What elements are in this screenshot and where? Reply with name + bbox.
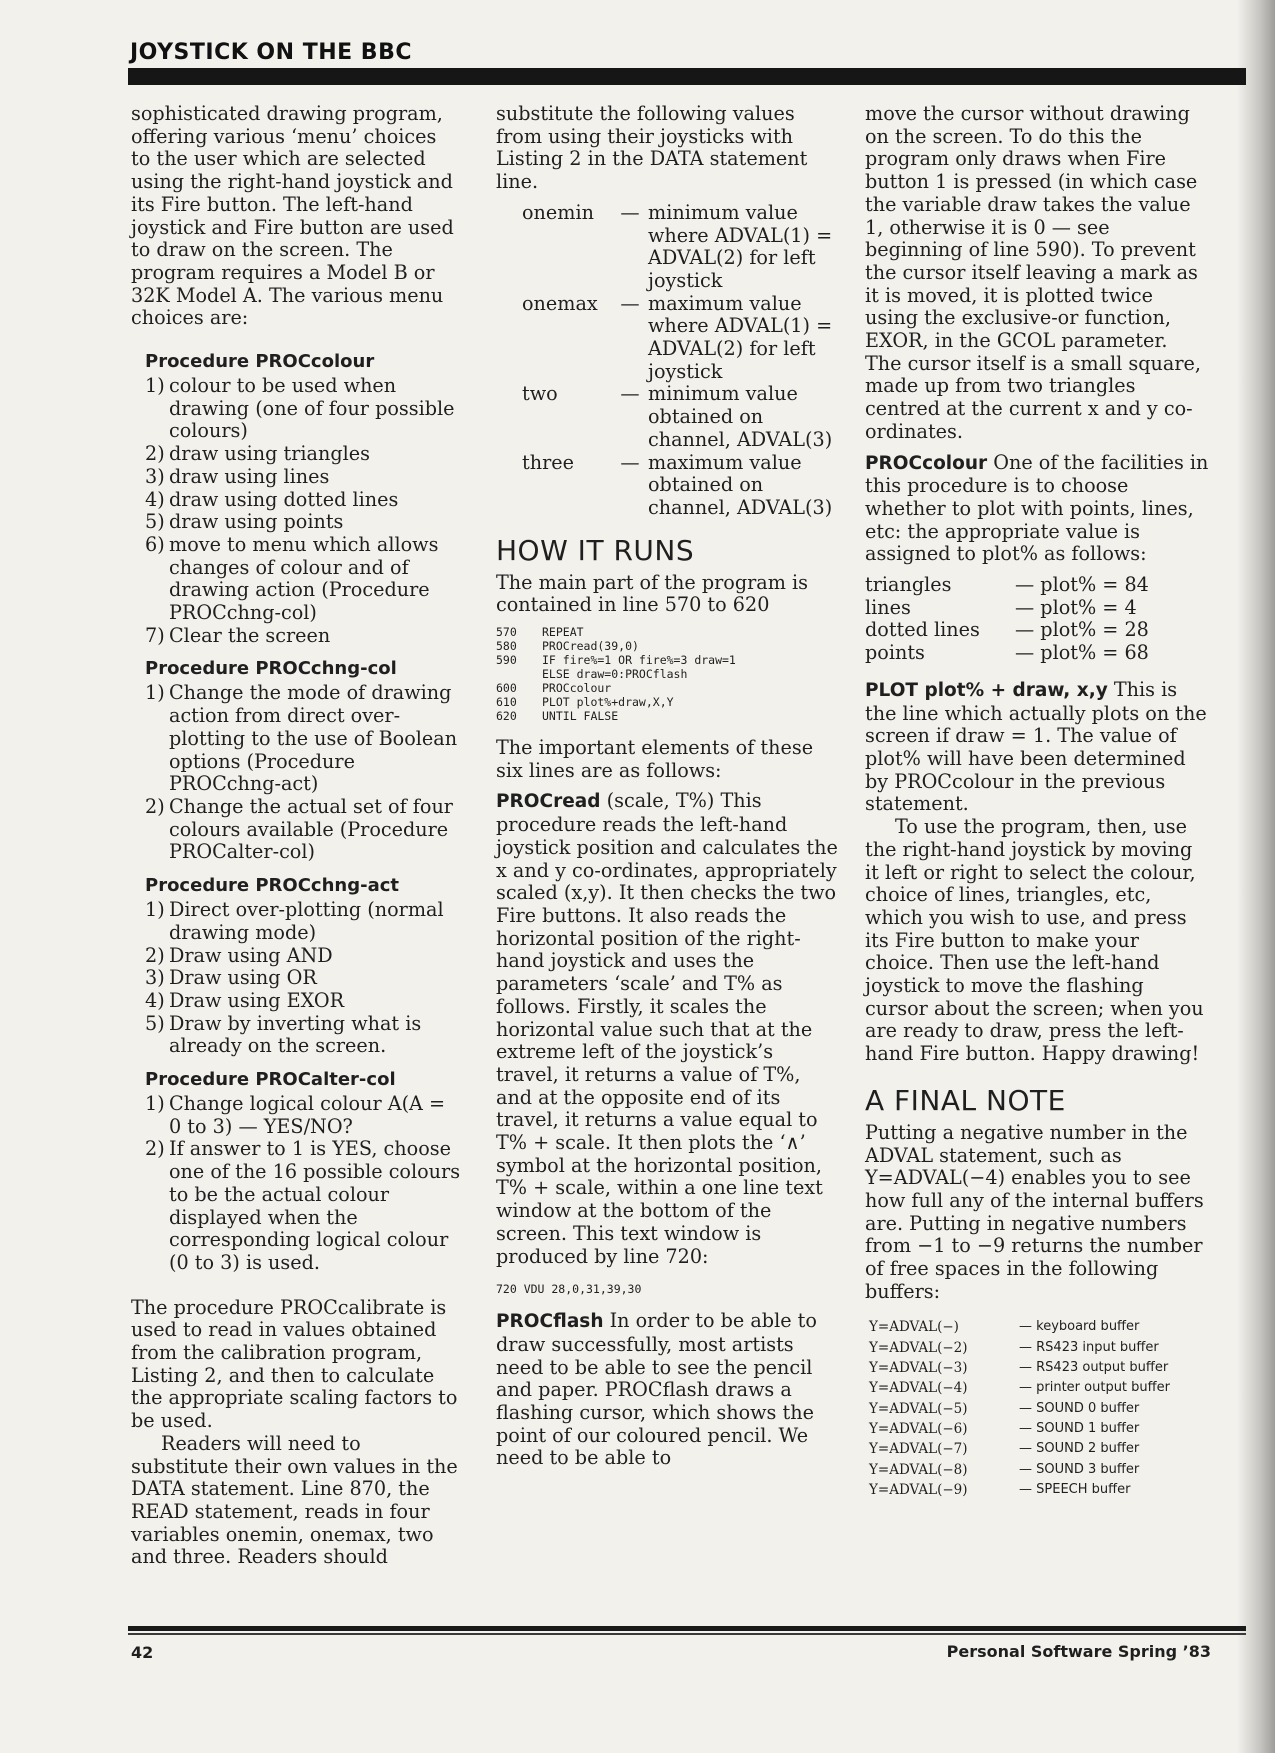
definition-dash: —: [620, 450, 640, 474]
item-number: 1): [145, 1092, 165, 1116]
adval-paragraph: Putting a negative number in the ADVAL statement, such as Y=ADVAL(−4) enables you to see how full any of the internal buffers are. Putting in negative numbers from −1 to −9 returns the number of free spaces in the following buffers:: [865, 1120, 1204, 1303]
definition-dash: —: [620, 382, 640, 406]
procedure-heading: Procedure PROCalter-col: [145, 1069, 396, 1091]
list-item: [145, 1138, 461, 1274]
procedure-list: [131, 1093, 461, 1275]
list-item: [145, 1093, 461, 1138]
item-text: Draw using OR: [169, 966, 317, 990]
code-line-text: PROCread(39,0): [542, 639, 639, 654]
code-line: [496, 709, 841, 723]
definition-value: maximum value obtained on channel, ADVAL(3): [648, 450, 833, 519]
list-item: [145, 489, 461, 512]
item-number: 6): [145, 532, 165, 556]
plot-mode: triangles: [865, 573, 952, 597]
adval-call: Y=ADVAL(−3): [869, 1360, 968, 1377]
adval-buffer: — SOUND 1 buffer: [1019, 1420, 1140, 1436]
item-text: colour to be used when drawing (one of four possible colours): [169, 374, 455, 443]
definition-row: [522, 452, 841, 520]
plot-row: [865, 619, 1210, 642]
item-text: Draw by inverting what is already on the screen.: [169, 1011, 422, 1058]
item-number: 2): [145, 794, 165, 818]
adval-row: [869, 1338, 1210, 1358]
adval-buffer: — keyboard buffer: [1019, 1319, 1140, 1335]
cursor-paragraph: move the cursor without drawing on the screen. To do this the program only draws when Fire button 1 is pressed (in which case the variable draw takes the value 1, otherwise it is 0 — see beginning of line 590). To prevent the cursor itself leaving a mark as it is moved, it is plotted twice using the exclusive-or function, EXOR, in the GCOL parameter. The cursor itself is a small square, made up from two triangles centred at the current x and y co-ordinates.: [865, 102, 1201, 443]
code-line-number: 570: [496, 625, 517, 640]
code-listing: [496, 625, 841, 723]
page-number: 42: [131, 1643, 154, 1662]
item-text: Change the mode of drawing action from direct over-plotting to the use of Boolean options (Procedure PROCchng-act): [169, 681, 458, 796]
plot-value: — plot% = 28: [1015, 618, 1149, 642]
definition-value: minimum value obtained on channel, ADVAL(3): [648, 382, 833, 451]
code-line-text: PLOT plot%+draw,X,Y: [542, 695, 674, 710]
plot-row: [865, 597, 1210, 620]
plot-mode: lines: [865, 595, 911, 619]
list-item: [145, 796, 461, 864]
code-line: [496, 653, 841, 667]
plot-value: — plot% = 84: [1015, 573, 1149, 597]
list-item: [145, 625, 461, 648]
code-line: [496, 681, 841, 695]
item-number: 5): [145, 1011, 165, 1035]
code-line-text: UNTIL FALSE: [542, 709, 619, 724]
procflash-label: PROCflash: [496, 1311, 604, 1333]
plot-label: PLOT plot% + draw, x,y: [865, 679, 1108, 701]
adval-call: Y=ADVAL(−): [869, 1319, 959, 1336]
adval-call: Y=ADVAL(−7): [869, 1441, 968, 1458]
item-text: move to menu which allows changes of colour and of drawing action (Procedure PROCchng-col): [169, 532, 439, 625]
column-2: [496, 103, 841, 1470]
code-line: [496, 667, 841, 681]
definition-value: maximum value where ADVAL(1) = ADVAL(2) for left joystick: [648, 291, 833, 383]
code-line: [496, 639, 841, 653]
readers-paragraph: Readers will need to substitute their own values in the DATA statement. Line 870, the READ statement, reads in four variables onemin, onemax, two and three. Readers should: [131, 1431, 458, 1569]
code-line-number: 620: [496, 709, 517, 724]
adval-buffer: — SOUND 0 buffer: [1019, 1400, 1140, 1416]
plot-row: [865, 642, 1210, 665]
procedure-list: [131, 899, 461, 1058]
definition-row: [522, 293, 841, 384]
item-text: Change logical colour A(A = 0 to 3) — YES/NO?: [169, 1092, 446, 1138]
definition-row: [522, 202, 841, 293]
code-line-number: [496, 667, 542, 681]
adval-row: [869, 1399, 1210, 1419]
list-item: [145, 682, 461, 796]
definition-value: minimum value where ADVAL(1) = ADVAL(2) for left joystick: [648, 200, 833, 292]
procflash-paragraph: PROCflash In order to be able to draw successfully, most artists need to be able to see the pencil and paper. PROCflash draws a flashing cursor, which shows the point of our coloured pencil. We need to be able to: [496, 1309, 817, 1470]
adval-row: [869, 1358, 1210, 1378]
procread-label: PROCread: [496, 791, 601, 813]
footer-rule-thin: [128, 1633, 1246, 1635]
procedure-heading: Procedure PROCchng-col: [145, 658, 397, 680]
list-item: [145, 443, 461, 466]
proccolour-paragraph: PROCcolour One of the facilities in this procedure is to choose whether to plot with points, lines, etc: the appropriate value is assigned to plot% as follows:: [865, 450, 1209, 566]
item-number: 1): [145, 898, 165, 922]
procedure-heading: Procedure PROCchng-act: [145, 875, 400, 897]
code-line-number: 580: [496, 639, 517, 654]
code-line-text: REPEAT: [542, 625, 584, 640]
procedure-heading: Procedure PROCcolour: [145, 351, 375, 373]
item-text: If answer to 1 is YES, choose one of the 16 possible colours to be the actual colour displayed when the corresponding logical colour (0 to 3) is used.: [169, 1137, 461, 1274]
code-line-number: 590: [496, 653, 517, 668]
item-text: draw using lines: [169, 464, 330, 488]
code-line: [496, 695, 841, 709]
adval-buffer-table: [869, 1317, 1210, 1500]
list-item: [145, 967, 461, 990]
definition-dash: —: [620, 200, 640, 224]
list-item: [145, 945, 461, 968]
definition-dash: —: [620, 291, 640, 315]
adval-row: [869, 1378, 1210, 1398]
list-item: [145, 375, 461, 443]
variable-definitions: [522, 202, 841, 520]
footer-rule: [128, 1626, 1246, 1631]
item-number: 2): [145, 1137, 165, 1161]
plot-mode: dotted lines: [865, 618, 980, 642]
section-heading-how-it-runs: HOW IT RUNS: [496, 533, 695, 567]
column-1: [131, 103, 461, 1569]
plot-mode: points: [865, 641, 925, 665]
adval-call: Y=ADVAL(−9): [869, 1481, 968, 1498]
adval-row: [869, 1439, 1210, 1459]
procedure-list: [131, 375, 461, 647]
plot-values-table: [865, 574, 1210, 665]
procread-paragraph: PROCread (scale, T%) This procedure reads the left-hand joystick position and calculates the x and y co-ordinates, appropriately scaled (x,y). It then checks the two Fire buttons. It also reads the horizontal position of the right-hand joystick and uses the parameters ‘scale’ and T% as follows. Firstly, it scales the horizontal value such that at the extreme left of the joystick’s travel, it returns a value of T%, and at the opposite end of its travel, it returns a value equal to T% + scale. It then plots the ‘∧’ symbol at the horizontal position, T% + scale, within a one line text window at the bottom of the screen. This text window is produced by line 720:: [496, 789, 838, 1268]
item-number: 2): [145, 442, 165, 466]
adval-buffer: — printer output buffer: [1019, 1380, 1170, 1396]
usage-paragraph: To use the program, then, use the right-hand joystick by moving it left or right to select the colour, choice of lines, triangles, etc, which you wish to use, and press its Fire button to make your choice. Then use the left-hand joystick to move the flashing cursor about the screen; when you are ready to draw, press the left-hand Fire button. Happy drawing!: [865, 815, 1204, 1066]
item-number: 1): [145, 374, 165, 398]
code-line-text: PROCcolour: [542, 681, 612, 696]
adval-buffer: — SOUND 2 buffer: [1019, 1441, 1140, 1457]
main-part-paragraph: The main part of the program is contained in line 570 to 620: [496, 570, 808, 617]
definition-term: two: [522, 382, 558, 406]
intro-paragraph: sophisticated drawing program, offering various ‘menu’ choices to the user which are selected using the right-hand joystick and its Fire button. The left-hand joystick and Fire button are used to draw on the screen. The program requires a Model B or 32K Model A. The various menu choices are:: [131, 102, 454, 330]
list-item: [145, 899, 461, 944]
definition-row: [522, 383, 841, 451]
item-text: Clear the screen: [169, 623, 331, 647]
definition-term: three: [522, 450, 574, 474]
adval-row: [869, 1480, 1210, 1500]
list-item: [145, 511, 461, 534]
plot-value: — plot% = 68: [1015, 641, 1149, 665]
code-line-number: 610: [496, 695, 517, 710]
definition-term: onemax: [522, 291, 598, 315]
adval-call: Y=ADVAL(−6): [869, 1420, 968, 1437]
code-line-text: IF fire%=1 OR fire%=3 draw=1: [542, 653, 736, 668]
item-text: Draw using AND: [169, 943, 333, 967]
procedure-sections: [131, 350, 461, 1275]
procedure-list: [131, 682, 461, 864]
adval-row: [869, 1460, 1210, 1480]
adval-row: [869, 1419, 1210, 1439]
plot-value: — plot% = 4: [1015, 595, 1137, 619]
adval-call: Y=ADVAL(−5): [869, 1400, 968, 1417]
item-text: Direct over-plotting (normal drawing mode): [169, 898, 444, 944]
adval-call: Y=ADVAL(−2): [869, 1339, 968, 1356]
adval-call: Y=ADVAL(−4): [869, 1380, 968, 1397]
item-number: 2): [145, 943, 165, 967]
item-number: 4): [145, 988, 165, 1012]
magazine-footer: Personal Software Spring ’83: [946, 1642, 1211, 1661]
running-header: JOYSTICK ON THE BBC: [130, 40, 412, 65]
adval-buffer: — SPEECH buffer: [1019, 1481, 1131, 1497]
code-line-text: ELSE draw=0:PROCflash: [542, 667, 688, 682]
plot-row: [865, 574, 1210, 597]
adval-buffer: — RS423 input buffer: [1019, 1339, 1159, 1355]
definition-term: onemin: [522, 200, 594, 224]
list-item: [145, 534, 461, 625]
plot-paragraph: PLOT plot% + draw, x,y This is the line which actually plots on the screen if draw = 1. The value of plot% will have been determined by PROCcolour in the previous statement.: [865, 677, 1207, 816]
code-line-720: 720 VDU 28,0,31,39,30: [496, 1282, 642, 1297]
code-line-number: 600: [496, 681, 517, 696]
item-text: draw using triangles: [169, 442, 370, 466]
header-rule: [128, 68, 1246, 85]
item-number: 5): [145, 510, 165, 534]
item-number: 4): [145, 487, 165, 511]
column-3: [865, 103, 1210, 1500]
section-heading-final-note: A FINAL NOTE: [865, 1083, 1066, 1117]
elements-paragraph: The important elements of these six lines are as follows:: [496, 736, 814, 782]
item-text: draw using points: [169, 510, 344, 534]
list-item: [145, 466, 461, 489]
adval-call: Y=ADVAL(−8): [869, 1461, 968, 1478]
substitute-paragraph: substitute the following values from using their joysticks with Listing 2 in the DATA statement line.: [496, 102, 808, 194]
item-text: draw using dotted lines: [169, 487, 399, 511]
adval-buffer: — SOUND 3 buffer: [1019, 1461, 1140, 1477]
calibrate-paragraph: The procedure PROCcalibrate is used to read in values obtained from the calibration program, Listing 2, and then to calculate the appropriate scaling factors to be used.: [131, 1295, 458, 1433]
item-number: 3): [145, 966, 165, 990]
proccolour-label: PROCcolour: [865, 452, 988, 474]
adval-buffer: — RS423 output buffer: [1019, 1360, 1169, 1376]
binding-shadow: [1237, 0, 1275, 1753]
code-line: [496, 625, 841, 639]
item-text: Change the actual set of four colours available (Procedure PROCalter-col): [169, 794, 453, 864]
item-number: 3): [145, 464, 165, 488]
adval-row: [869, 1317, 1210, 1337]
item-text: Draw using EXOR: [169, 988, 345, 1012]
list-item: [145, 1013, 461, 1058]
list-item: [145, 990, 461, 1013]
item-number: 1): [145, 681, 165, 705]
item-number: 7): [145, 623, 165, 647]
